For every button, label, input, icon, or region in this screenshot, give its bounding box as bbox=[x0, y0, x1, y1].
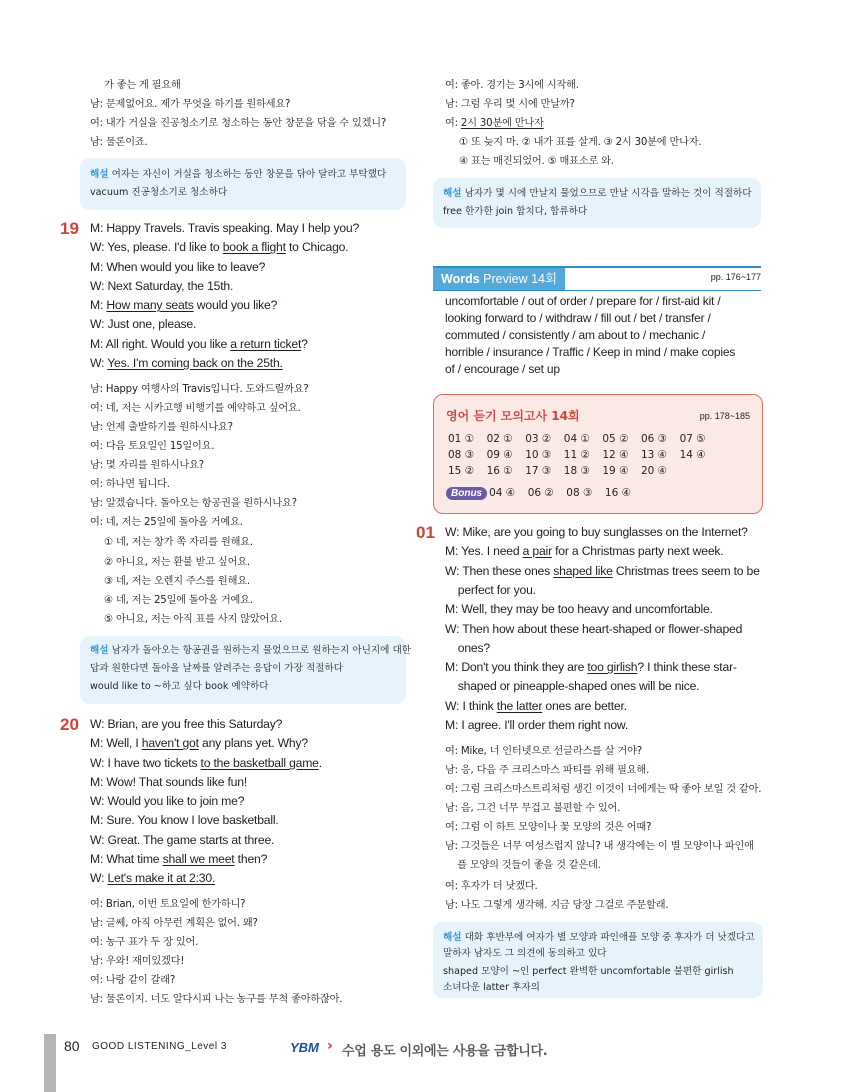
dialogue-line: M: Wow! That sounds like fun! bbox=[90, 775, 247, 789]
left-top-line-2: 남: 문제없어요. 제가 무엇을 하기를 원하세요? bbox=[90, 99, 291, 110]
translation-line: 남: 음, 그건 너무 무겁고 불편할 수 있어. bbox=[445, 803, 621, 814]
words-preview-box bbox=[433, 266, 761, 378]
option-item: ④ 표는 매진되었어. ⑤ 매표소로 와. bbox=[459, 156, 614, 167]
dialogue-line: W: Brian, are you free this Saturday? bbox=[90, 717, 283, 731]
option-item: ④ 네, 저는 25일에 돌아올 거예요. bbox=[104, 595, 253, 606]
right-column bbox=[420, 0, 858, 1030]
explanation-box-18 bbox=[80, 158, 406, 210]
dialogue-line: W: Let's make it at 2:30. bbox=[90, 871, 216, 885]
dialogue-line: shaped or pineapple-shaped ones will be nice. bbox=[445, 679, 700, 693]
dialogue-line: M: When would you like to leave? bbox=[90, 260, 266, 274]
translation-line: 남: 그것들은 너무 여성스럽지 않니? 내 생각에는 이 별 모양이나 파인애 bbox=[445, 841, 754, 852]
question-number-01: 01 bbox=[416, 523, 435, 542]
translation-line: 여: 하나면 됩니다. bbox=[90, 479, 170, 490]
answer-row: 01 ① 02 ① 03 ② 04 ① 05 ② 06 ③ 07 ⑤ bbox=[448, 433, 706, 445]
translation-line: 여: 다음 토요일인 15일이요. bbox=[90, 441, 215, 452]
explanation-line: free 한가한 join 합치다, 합류하다 bbox=[443, 206, 588, 217]
translation-line: 남: Happy 여행사의 Travis입니다. 도와드릴까요? bbox=[90, 384, 309, 395]
explanation-box-19 bbox=[80, 636, 411, 704]
right-top-line-2: 남: 그럼 우리 몇 시에 만날까? bbox=[445, 99, 575, 110]
left-top-line-1: 가 좋는 게 필요해 bbox=[104, 80, 181, 91]
option-item: ⑤ 아니요, 저는 아직 표를 사지 않았어요. bbox=[104, 614, 282, 625]
dialogue-line: W: Yes. I'm coming back on the 25th. bbox=[90, 356, 283, 370]
translation-line: 남: 우와! 재미있겠다! bbox=[90, 956, 185, 967]
dialogue-line: W: Just one, please. bbox=[90, 317, 197, 331]
dialogue-line: W: Would you like to join me? bbox=[90, 794, 245, 808]
dialogue-line: M: Well, they may be too heavy and uncomfortable. bbox=[445, 602, 713, 616]
explanation-line: 남자가 돌아오는 항공권을 원하는지 물었으므로 원하는지 아닌지에 대한 bbox=[111, 645, 411, 656]
translation-line: 남: 알겠습니다. 돌아오는 항공권을 원하시나요? bbox=[90, 498, 297, 509]
words-preview-header bbox=[433, 266, 761, 291]
explanation-tag: 해설 bbox=[90, 645, 109, 656]
left-top-line-4: 남: 물론이죠. bbox=[90, 137, 148, 148]
dialogue-line: M: Well, I haven't got any plans yet. Why? bbox=[90, 736, 308, 750]
option-item: ② 아니요, 저는 환불 받고 싶어요. bbox=[104, 557, 250, 568]
explanation-tag: 해설 bbox=[443, 188, 462, 199]
translation-line: 여: 네, 저는 시카고행 비행기를 예약하고 싶어요. bbox=[90, 403, 301, 414]
page-number: 80 bbox=[64, 1038, 80, 1054]
explanation-line: 대화 후반부에 여자가 별 모양과 파인애플 모양 중 후자가 더 낫겠다고 bbox=[464, 932, 755, 943]
translation-line: 남: 언제 출발하기를 원하시나요? bbox=[90, 422, 233, 433]
translation-line: 남: 나도 그렇게 생각해. 지금 당장 그걸로 주문할래. bbox=[445, 900, 669, 911]
vocab-line: commuted / consistently / am about to / mechanic / bbox=[445, 328, 706, 342]
dialogue-line: M: How many seats would you like? bbox=[90, 298, 278, 312]
words-preview-title: Words Preview 14회 bbox=[433, 268, 565, 290]
dialogue-line: W: Then how about these heart-shaped or flower-shaped bbox=[445, 622, 743, 636]
answer-key-title: 영어 듣기 모의고사 14회 bbox=[446, 409, 580, 423]
explanation-box-01 bbox=[433, 922, 763, 998]
explanation-line: shaped 모양이 ~인 perfect 완벽한 uncomfortable 불편한 girlish bbox=[443, 966, 734, 977]
brand-logo: YBM bbox=[290, 1040, 319, 1055]
explanation-line: 말하자 남자도 그 의견에 동의하고 있다 bbox=[443, 948, 607, 959]
right-top-line-1: 여: 좋아. 경기는 3시에 시작해. bbox=[445, 80, 579, 91]
chevron-right-icon: › bbox=[327, 1038, 333, 1054]
option-item: ③ 네, 저는 오렌지 주스를 원해요. bbox=[104, 576, 250, 587]
dialogue-line: W: Mike, are you going to buy sunglasses on the Internet? bbox=[445, 525, 748, 539]
translation-line: 남: 물론이지. 너도 알다시피 나는 농구를 무척 좋아하잖아. bbox=[90, 994, 343, 1005]
dialogue-line: W: Yes, please. I'd like to book a flight to Chicago. bbox=[90, 240, 349, 254]
dialogue-line: M: I agree. I'll order them right now. bbox=[445, 718, 629, 732]
answer-key-box bbox=[433, 394, 763, 514]
translation-line: 여: 그럼 크리스마스트리처럼 생긴 이것이 너에게는 딱 좋아 보일 것 같아. bbox=[445, 784, 762, 795]
vocab-line: looking forward to / withdraw / fill out / bet / transfer / bbox=[445, 311, 711, 325]
dialogue-line: W: Then these ones shaped like Christmas trees seem to be bbox=[445, 564, 760, 578]
translation-line: 여: 네, 저는 25일에 돌아올 거예요. bbox=[90, 517, 243, 528]
explanation-tag: 해설 bbox=[90, 169, 109, 180]
dialogue-line: M: What time shall we meet then? bbox=[90, 852, 268, 866]
left-column bbox=[0, 0, 420, 1030]
footer-side-bar bbox=[44, 1034, 56, 1092]
dialogue-line: M: Happy Travels. Travis speaking. May I help you? bbox=[90, 221, 360, 235]
translation-line: 여: Brian, 이번 토요일에 한가하니? bbox=[90, 899, 246, 910]
translation-line: 남: 몇 자리를 원하시나요? bbox=[90, 460, 204, 471]
vocab-line: of / encourage / set up bbox=[445, 362, 560, 376]
translation-line: 남: 응, 다음 주 크리스마스 파티를 위해 필요해. bbox=[445, 765, 650, 776]
dialogue-line: M: All right. Would you like a return ticket? bbox=[90, 337, 308, 351]
translation-line: 남: 글쎄, 아직 아무런 계획은 없어. 왜? bbox=[90, 918, 258, 929]
explanation-tag: 해설 bbox=[443, 932, 462, 943]
bonus-badge: Bonus bbox=[446, 487, 487, 500]
dialogue-line: W: Great. The game starts at three. bbox=[90, 833, 275, 847]
dialogue-line: M: Sure. You know I love basketball. bbox=[90, 813, 279, 827]
series-title: GOOD LISTENING_Level 3 bbox=[92, 1041, 227, 1052]
answer-row: 15 ② 16 ① 17 ③ 18 ③ 19 ④ 20 ④ bbox=[448, 465, 668, 477]
bonus-answer-row: Bonus 04 ④ 06 ② 08 ③ 16 ④ bbox=[446, 487, 643, 500]
translation-line: 여: 나랑 같이 갈래? bbox=[90, 975, 176, 986]
dialogue-line: ones? bbox=[445, 641, 490, 655]
explanation-box-20 bbox=[433, 178, 761, 228]
usage-warning: 수업 용도 이외에는 사용을 금합니다. bbox=[342, 1044, 548, 1059]
question-number-20: 20 bbox=[60, 715, 79, 734]
option-item: ① 네, 저는 창가 쪽 자리를 원해요. bbox=[104, 537, 253, 548]
explanation-line: would like to ~하고 싶다 book 예약하다 bbox=[90, 681, 269, 692]
dialogue-line: M: Yes. I need a pair for a Christmas party next week. bbox=[445, 544, 724, 558]
translation-line: 플 모양의 것들이 좋을 것 같은데. bbox=[445, 860, 601, 871]
vocab-line: uncomfortable / out of order / prepare for / first-aid kit / bbox=[445, 294, 721, 308]
answer-row: 08 ③ 09 ④ 10 ③ 11 ② 12 ④ 13 ④ 14 ④ bbox=[448, 449, 706, 461]
explanation-line: 여자는 자신이 거실을 청소하는 동안 창문을 닦아 달라고 부탁했다 bbox=[111, 169, 387, 180]
explanation-line: vacuum 진공청소기로 청소하다 bbox=[90, 187, 228, 198]
explanation-line: 남자가 몇 시에 만날지 물었으므로 만날 시각을 말하는 것이 적절하다 bbox=[464, 188, 752, 199]
dialogue-line: M: Don't you think they are too girlish? I think these star- bbox=[445, 660, 737, 674]
dialogue-line: W: Next Saturday, the 15th. bbox=[90, 279, 234, 293]
words-preview-pages: pp. 176~177 bbox=[710, 272, 761, 282]
translation-line: 여: 농구 표가 두 장 있어. bbox=[90, 937, 199, 948]
explanation-line: 소녀다운 latter 후자의 bbox=[443, 982, 540, 993]
explanation-line: 답과 원한다면 돌아올 날짜를 알려주는 응답이 가장 적절하다 bbox=[90, 663, 344, 674]
answer-key-pages: pp. 178~185 bbox=[699, 411, 750, 421]
left-top-line-3: 여: 내가 거실을 진공청소기로 청소하는 동안 창문을 닦을 수 있겠니? bbox=[90, 118, 387, 129]
dialogue-line: W: I have two tickets to the basketball game. bbox=[90, 756, 322, 770]
dialogue-line: perfect for you. bbox=[445, 583, 536, 597]
vocab-line: horrible / insurance / Traffic / Keep in mind / make copies bbox=[445, 345, 736, 359]
translation-line: 여: 그럼 이 하트 모양이나 꽃 모양의 것은 어때? bbox=[445, 822, 652, 833]
translation-line: 여: 후자가 더 낫겠다. bbox=[445, 881, 538, 892]
question-number-19: 19 bbox=[60, 219, 79, 238]
option-item: ① 또 늦지 마. ② 내가 표를 살게. ③ 2시 30분에 만나자. bbox=[459, 137, 702, 148]
dialogue-line: W: I think the latter ones are better. bbox=[445, 699, 627, 713]
translation-line: 여: Mike, 너 인터넷으로 선글라스를 살 거야? bbox=[445, 746, 642, 757]
right-top-line-3: 여: 2시 30분에 만나자 bbox=[445, 118, 544, 129]
